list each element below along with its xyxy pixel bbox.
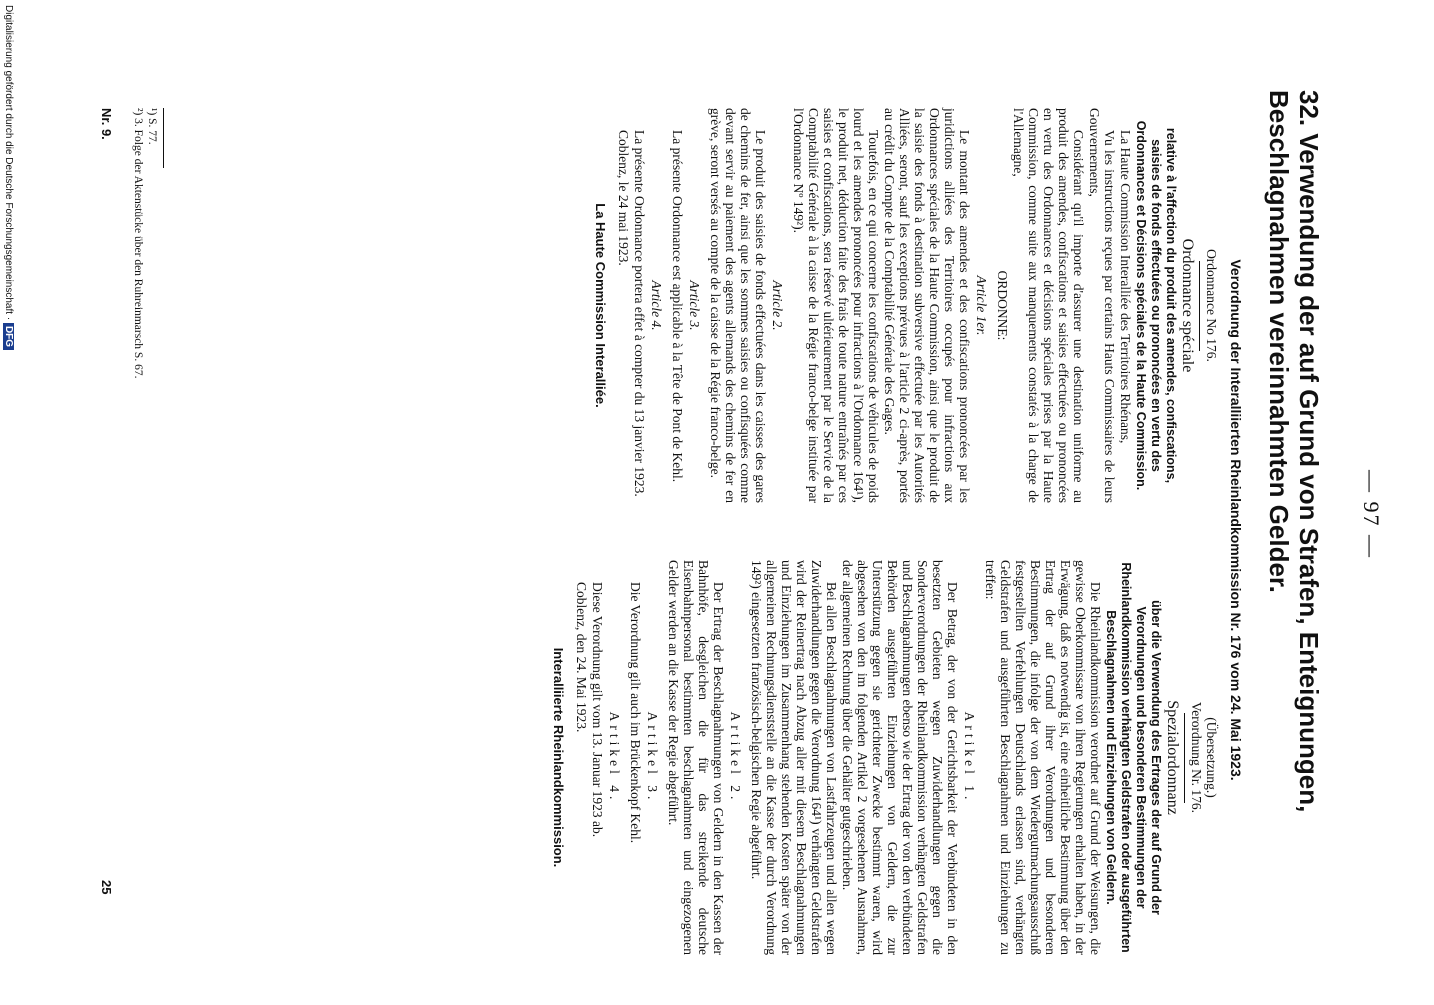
page-number: — 97 —	[1359, 470, 1384, 559]
de-date: Coblenz, den 24. Mai 1923.	[574, 582, 589, 733]
french-column	[593, 108, 1219, 503]
fr-intro-1: La Haute Commission Interalliée des Territoires Rhénans,	[1118, 130, 1133, 444]
fr-heading: relative à l'affection du produit des amendes, confiscations, saisies de fonds effectuées ou prononcées en vertu des Ordonnances et Décisions spéciales de la Haute Commission.	[1134, 120, 1178, 491]
dfg-credit	[3, 0, 14, 1005]
dfg-credit-text: Digitalisierung gefördert durch die Deutsche Forschungsgemeinschaft ·	[3, 5, 14, 321]
de-verordnung-number: Verordnung Nr. 176.	[1189, 702, 1204, 813]
de-article-2-heading: Artikel 2.	[728, 711, 743, 804]
fr-ordonne: ORDONNE:	[995, 270, 1010, 341]
de-signature: Interalliierte Rheinlandkommission.	[551, 647, 566, 868]
issue-number: Nr. 9.	[99, 108, 114, 140]
dfg-logo: DFG	[3, 323, 14, 350]
fr-intro-3: Considérant qu'il importe d'assurer une destination uniforme au produit des amendes, confiscations et saisies effectuées ou prononcées en vertu des Ordonnances et décisions spéciales prises par la Haute Commission, comme suite aux manquements constatés à la charge de l'Allemagne,	[1011, 108, 1086, 503]
fr-ordonnance-title: Ordonnance spéciale	[1179, 238, 1196, 373]
fr-article-4-text: La présente Ordonnance portera effet à compter du 13 janvier 1923.	[632, 130, 647, 497]
de-translation-note: (Übersetzung.)	[1204, 717, 1219, 798]
de-article-2-text: Der Ertrag der Beschlagnahmungen von Geldern in den Kassen der Bahnhöfe, desgleichen die für das streikende deutsche Eisenbahnpersonal bestimmten beschlagnahmten und eingezogenen Gelder werden an die Kasse der Regie abgeführt.	[666, 560, 726, 955]
footnote-1: ¹) S. 77.	[146, 108, 158, 145]
de-article-4-text: Diese Verordnung gilt vom 13. Januar 1923 ab.	[590, 582, 605, 838]
de-article-1-text-2: Bei allen Beschlagnahmungen von Lastfahrzeugen und allen wegen Zuwiderhandlungen gegen die Verordnung 164¹) verhängten Geldstrafen wird der Reinertrag nach Abzug aller mit diesem Beschlagnahmungen und Einziehungen im Zusammenhang stehenden Kosten später von der allgemeinen Rechnungsdienststelle an die Kasse der durch Verordnung 149²) eingesetzten französisch-belgischen Regie abgeführt.	[749, 560, 839, 955]
fr-article-1-text-1: Le montant des amendes et des confiscations prononcées par les juridictions alliées des Territoires occupés pour infractions aux Ordonnances spéciales de la Haute Commission, ainsi que le produit de la saisie des fonds à destination subversive effectuée par les Autorités Alliées, seront, sauf les exceptions prévues à l'article 2 ci-après, portés au crédit du Compte de la Comptabilité Générale des Gages.	[882, 108, 972, 503]
fr-article-1-heading: Article 1er.	[974, 275, 989, 336]
de-article-1-text-1: Der Betrag, der von der Gerichtsbarkeit der Verbündeten in den besetzten Gebieten wegen Zuwiderhandlungen gegen die Sonderverordnungen der Rheinlandkommission verhängten Geldstrafen und Beschlagnahmungen ebenso wie der Ertrag der von den verbündeten Behörden ausgeführten Einziehungen von Geldern, die zur Unterstützung gegen sie gerichteter Zwecke bestimmt waren, wird abgesehen von den im folgenden Artikel 2 vorgesehenen Ausnahmen, der allgemeinen Rechnung über die Gehälter gutgeschrieben.	[840, 560, 960, 955]
divider	[1184, 713, 1185, 803]
de-heading: über die Verwendung des Ertrages der auf Grund der Verordnungen und besonderen Bestimmungen der Rheinlandkommission verhängten Geldstrafen oder ausgeführten Beschlagnahmen und Einziehungen von Geldern.	[1104, 562, 1163, 953]
footnote-separator	[163, 108, 164, 168]
footnotes	[131, 108, 164, 503]
document-title: 32. Verwendung der auf Grund von Strafen, Enteignungen, Beschlagnahmen vereinnahmten Gelder.	[1264, 90, 1324, 813]
footnote-2: ²) 3. Folge der Aktenstücke über den Ruhreinmarsch S. 67.	[132, 108, 144, 379]
divider	[1199, 261, 1200, 351]
fr-article-1-text-2: Toutefois, en ce qui concerne les confiscations de véhicules de poids lourd et les amendes prononcées pour infractions à l'Ordonnance 164¹), le produit net, déduction faite des frais de toute nature entraînés par ces saisies et confiscations, sera réservé ultérieurement par le Service de la Comptabilité Générale à la caisse de la Régie franco-belge instituée par l'Ordonnance Nº 149²).	[791, 108, 881, 503]
fr-date: Coblenz, le 24 mai 1923.	[616, 130, 631, 266]
sheet-number: 25	[99, 880, 114, 895]
de-article-1-heading: Artikel 1.	[962, 711, 977, 804]
fr-signature: La Haute Commission Interalliée.	[593, 203, 608, 408]
fr-ordonnance-number: Ordonnance No 176.	[1204, 249, 1219, 362]
de-intro: Die Rheinlandkommission verordnet auf Grund der Weisungen, die gewisse Oberkommissare von ihren Regierungen erhalten haben, in der Erwägung, daß es notwendig ist, eine einheitliche Bestimmung über den Ertrag der auf Grund ihrer Verordnungen und besonderen Bestimmungen, die infolge der von dem Wiedergutmachungsausschuß festgestellten Verfehlungen Deutschlands erlassen sind, verhängten Geldstrafen und ausgeführten Beschlagnahmen und Einziehungen zu treffen:	[983, 560, 1103, 955]
fr-article-2-text: Le produit des saisies de fonds effectuées dans les caisses des gares de chemins de fer, ainsi que les sommes saisies ou confisquées comme devant servir au paiement des agents allemands des chemins de fer en grève, seront versés au compte de la caisse de la Régie franco-belge.	[708, 108, 768, 503]
de-article-3-heading: Artikel 3.	[645, 711, 660, 804]
german-column	[551, 560, 1219, 955]
fr-article-2-heading: Article 2.	[770, 280, 785, 331]
document-subtitle: Verordnung der Interalliierten Rheinlandkommission Nr. 176 vom 24. Mai 1923.	[1228, 259, 1244, 781]
fr-article-4-heading: Article 4.	[649, 280, 664, 331]
de-article-3-text: Die Verordnung gilt auch im Brückenkopf Kehl.	[628, 582, 643, 844]
fr-article-3-heading: Article 3.	[687, 280, 702, 331]
de-verordnung-title: Spezialordonnanz	[1164, 700, 1181, 815]
fr-article-3-text: La présente Ordonnance est applicable à la Tête de Pont de Kehl.	[670, 130, 685, 483]
de-article-4-heading: Artikel 4.	[607, 711, 622, 804]
fr-intro-2: Vu les instructions reçues par certains Hauts Commissaires de leurs Gouvernements,	[1087, 108, 1117, 503]
